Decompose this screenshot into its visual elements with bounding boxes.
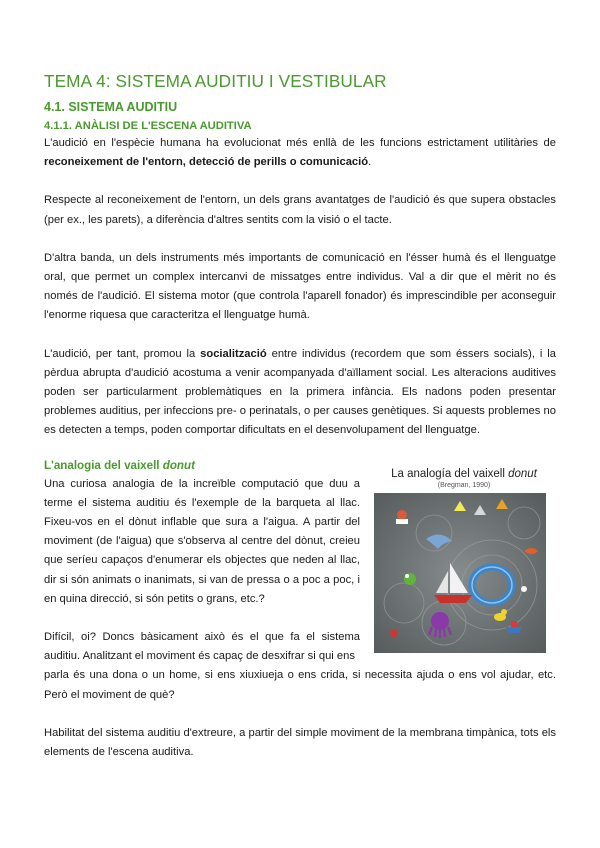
- chapter-title: TEMA 4: SISTEMA AUDITIU I VESTIBULAR: [44, 71, 387, 91]
- figure-citation: (Bregman, 1990): [437, 481, 491, 489]
- frog-icon: [404, 573, 416, 585]
- paragraph-donut-analogy: Una curiosa analogia de la increïble computació que duu a terme el sistema auditiu és l'exemple de la barqueta al llac. Fixeu-vos en el dònut inflable que sura a l'aigua. A partir del moviment (de l'aigua) que s'observa al centre del dònut, creieu que seríeu capaços d'enumerar els objectes que neden al llac, dir si són animats o inanimats, si van de pressa o a poc a poc, i en quina direcció, si són petits o grans, etc.?: [44, 477, 360, 605]
- bold-word-socialization: socialització: [200, 347, 267, 360]
- bold-phrase-functions: reconeixement de l'entorn, detecció de perills o comunicació: [44, 156, 369, 169]
- section-heading: 4.1. SISTEMA AUDITIU: [44, 100, 178, 114]
- subsection-heading: 4.1.1. ANÀLISI DE L'ESCENA AUDITIVA: [44, 120, 252, 132]
- document-page: [44, 70, 556, 762]
- paragraph-socialization: L'audició, per tant, promou la socialització entre individus (recordem que som éssers socials), i la pèrdua abrupta d'audició acostuma a venir acompanyada d'aïllament social. Les alteracions auditives poden ser particularment problemàtiques en la primera infància. Els nadons poden presentar problemes auditius, per infeccions pre- o perinatals, o per causes genètiques. Si aquests problemes no es detecten a temps, poden comportar dificultats en el desenvolupament del llenguatge.: [44, 347, 556, 437]
- paragraph-environment: Respecte al reconeixement de l'entorn, un dels grans avantatges de l'audició és que supera obstacles (per ex., les parets), a diferència d'altres sentits com la visió o el tacte.: [44, 194, 556, 226]
- analogy-section: [44, 457, 556, 667]
- analogy-heading: L'analogia del vaixell donut: [44, 458, 195, 472]
- paragraph-difficult-rest: parla és una dona o un home, si ens xiuxiueja o ens crida, si necessita ajuda o ens vol ajudar, etc. Però el moviment de què?: [44, 669, 556, 701]
- paragraph-intro: L'audició en l'espècie humana ha evolucionat més enllà de les funcions estrictament utilitàries de reconeixement de l'entorn, detecció de perills o comunicació.: [44, 137, 556, 169]
- paragraph-communication: D'altra banda, un dels instruments més importants de comunicació en l'ésser humà és el llenguatge oral, que permet un complex intercanvi de missatges entre individus. Val a dir que el mèrit no és només de l'audició. El sistema motor (que controla l'aparell fonador) és imprescindible per aconseguir l'enorme riquesa que caracteritza el llenguatge humà.: [44, 251, 556, 322]
- paragraph-difficult-first: Difícil, oi? Doncs bàsicament això és el que fa el sistema auditiu. Analitzant el moviment és capaç de desxifrar si qui ens: [44, 631, 360, 663]
- lake-illustration: [374, 493, 546, 653]
- paragraph-summary: Habilitat del sistema auditiu d'extreure, a partir del simple moviment de la membrana timpànica, tots els elements de l'escena auditiva.: [44, 726, 556, 759]
- donut-boat-figure: [370, 467, 558, 653]
- figure-title: La analogía del vaixell donut: [391, 467, 537, 480]
